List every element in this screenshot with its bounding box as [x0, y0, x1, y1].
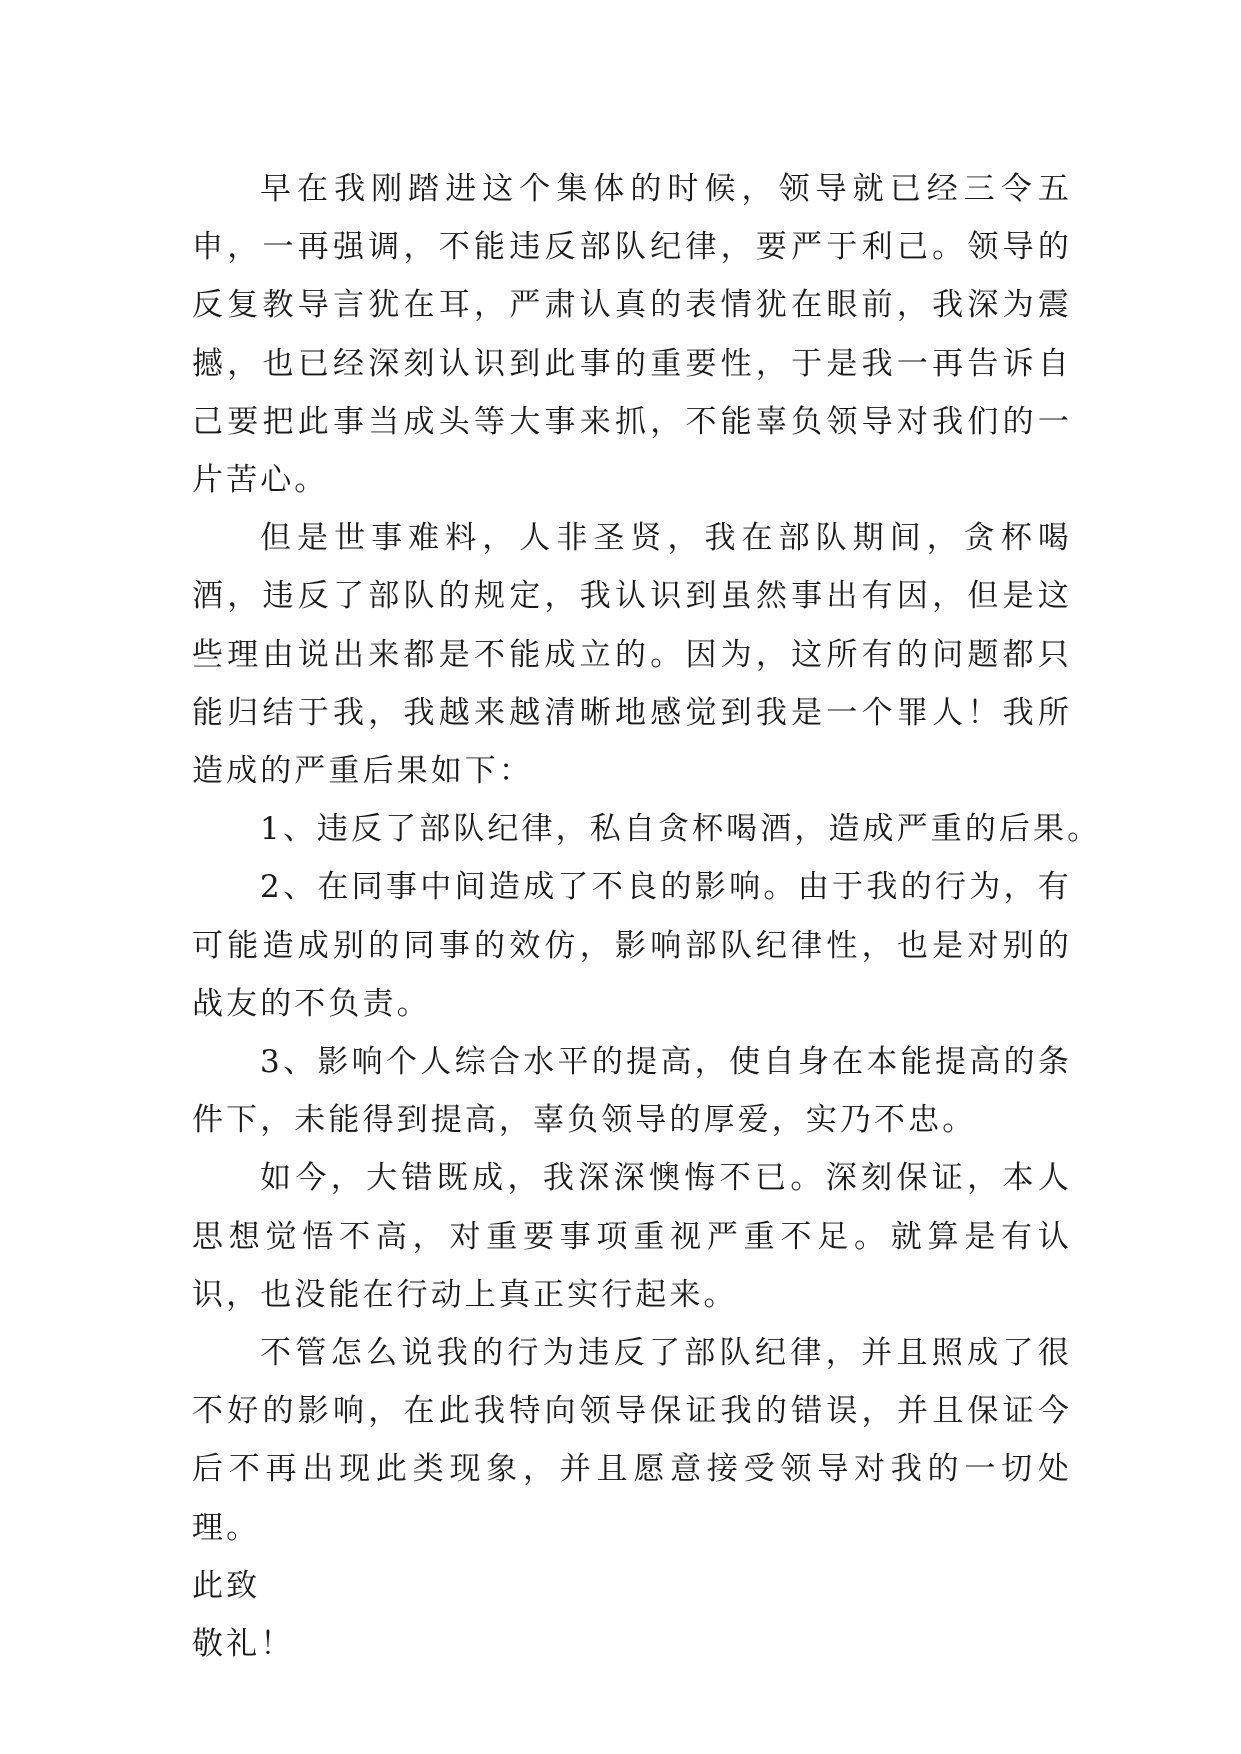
paragraph-intro: 早在我刚踏进这个集体的时候，领导就已经三令五申，一再强调，不能违反部队纪律，要严于利己。领导的反复教导言犹在耳，严肃认真的表情犹在眼前，我深为震撼，也已经深刻认识到此事的重要性，于是我一再告诉自己要把此事当成头等大事来抓，不能辜负领导对我们的一片苦心。: [192, 171, 1072, 499]
consequence-item-3: 3、影响个人综合水平的提高，使自身在本能提高的条件下，未能得到提高，辜负领导的厚爱，实乃不忠。: [192, 1044, 1072, 1139]
closing-line-2: 敬礼！: [192, 1626, 295, 1663]
letter-body: [192, 160, 1102, 1673]
paragraph-admission: 但是世事难料，人非圣贤，我在部队期间，贪杯喝酒，违反了部队的规定，我认识到虽然事出有因，但是这些理由说出来都是不能成立的。因为，这所有的问题都只能归结于我，我越来越清晰地感觉到我是一个罪人！我所造成的严重后果如下：: [192, 520, 1072, 790]
paragraph-regret: 如今，大错既成，我深深懊悔不已。深刻保证，本人思想觉悟不高，对重要事项重视严重不足。就算是有认识，也没能在行动上真正实行起来。: [192, 1160, 1072, 1313]
consequence-item-1: 1、违反了部队纪律，私自贪杯喝酒，造成严重的后果。: [260, 811, 1102, 848]
closing-line-1: 此致: [192, 1567, 261, 1604]
paragraph-pledge: 不管怎么说我的行为违反了部队纪律，并且照成了很不好的影响，在此我特向领导保证我的错误，并且保证今后不再出现此类现象，并且愿意接受领导对我的一切处理。: [192, 1335, 1072, 1546]
consequence-item-2: 2、在同事中间造成了不良的影响。由于我的行为，有可能造成别的同事的效仿，影响部队纪律性，也是对别的战友的不负责。: [192, 869, 1072, 1022]
